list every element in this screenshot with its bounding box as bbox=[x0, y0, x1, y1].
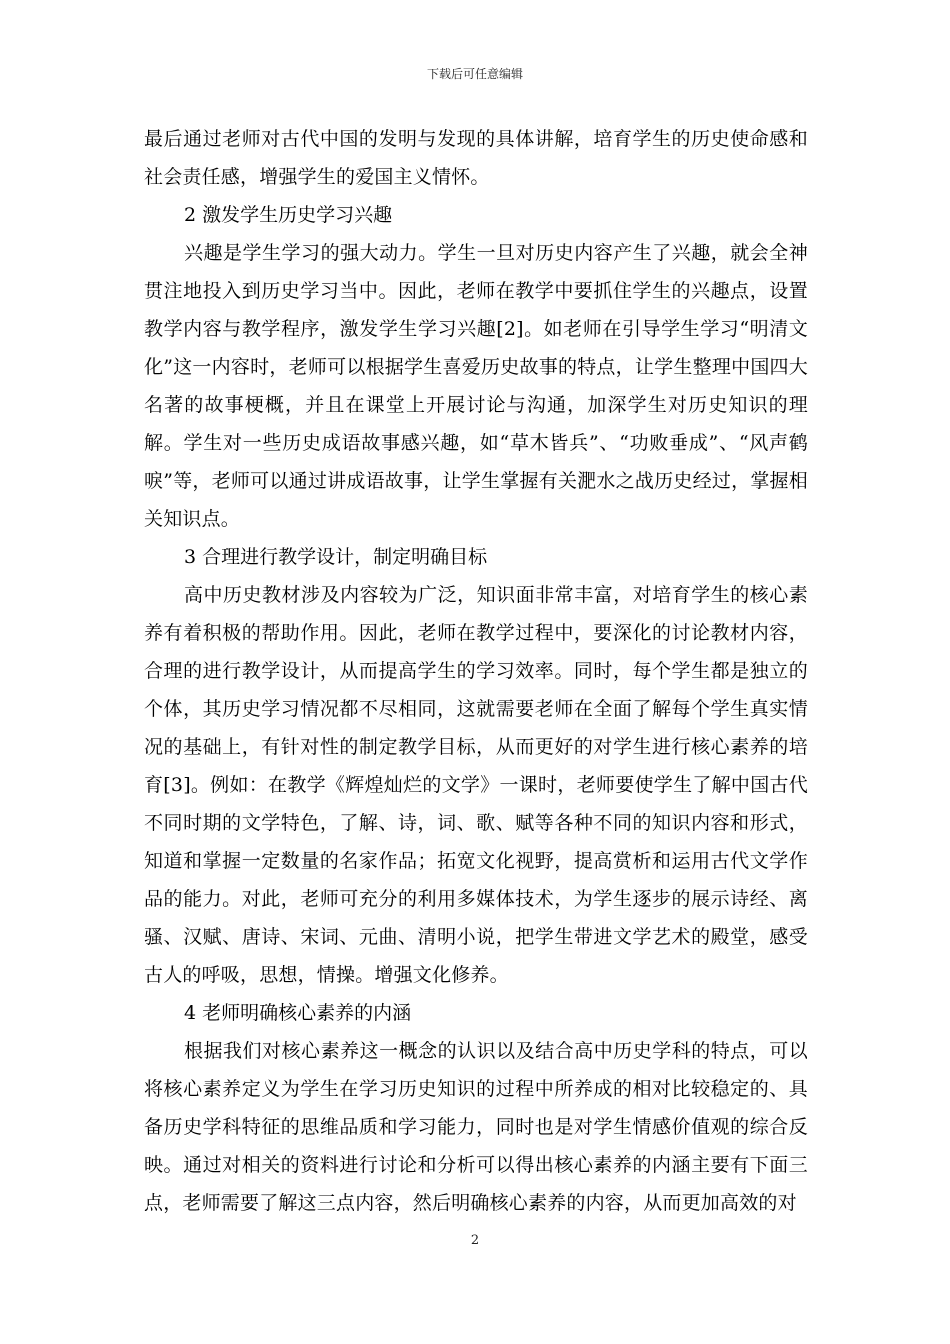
paragraph-interest: 兴趣是学生学习的强大动力。学生一旦对历史内容产生了兴趣，就会全神贯注地投入到历史学习当中。因此，老师在教学中要抓住学生的兴趣点，设置教学内容与教学程序，激发学生学习兴趣[2]。如老师在引导学生学习“明清文化”这一内容时，老师可以根据学生喜爱历史故事的特点，让学生整理中国四大名著的故事梗概，并且在课堂上开展讨论与沟通，加深学生对历史知识的理解。学生对一些历史成语故事感兴趣，如“草木皆兵”、“功败垂成”、“风声鹤唳”等，老师可以通过讲成语故事，让学生掌握有关淝水之战历史经过，掌握相关知识点。 bbox=[144, 242, 808, 530]
section-heading-3: 3 合理进行教学设计，制定明确目标 bbox=[184, 546, 488, 568]
page-header: 下载后可任意编辑 bbox=[426, 67, 523, 81]
section-heading-4: 4 老师明确核心素养的内涵 bbox=[184, 1002, 412, 1024]
section-heading-2: 2 激发学生历史学习兴趣 bbox=[184, 204, 393, 226]
page-number: 2 bbox=[470, 1233, 480, 1248]
document-body bbox=[144, 120, 808, 1222]
paragraph-continuation: 最后通过老师对古代中国的发明与发现的具体讲解，培育学生的历史使命感和社会责任感，增强学生的爱国主义情怀。 bbox=[144, 128, 808, 188]
paragraph-core-literacy: 根据我们对核心素养这一概念的认识以及结合高中历史学科的特点，可以将核心素养定义为学生在学习历史知识的过程中所养成的相对比较稳定的、具备历史学科特征的思维品质和学习能力，同时也是对学生情感价值观的综合反映。通过对相关的资料进行讨论和分析可以得出核心素养的内涵主要有下面三点，老师需要了解这三点内容，然后明确核心素养的内容，从而更加高效的对 bbox=[144, 1040, 808, 1214]
paragraph-teaching-design: 高中历史教材涉及内容较为广泛，知识面非常丰富，对培育学生的核心素养有着积极的帮助作用。因此，老师在教学过程中，要深化的讨论教材内容，合理的进行教学设计，从而提高学生的学习效率。同时，每个学生都是独立的个体，其历史学习情况都不尽相同，这就需要老师在全面了解每个学生真实情况的基础上，有针对性的制定教学目标，从而更好的对学生进行核心素养的培育[3]。例如：在教学《辉煌灿烂的文学》一课时，老师要使学生了解中国古代不同时期的文学特色，了解、诗，词、歌、赋等各种不同的知识内容和形式，知道和掌握一定数量的名家作品；拓宽文化视野，提高赏析和运用古代文学作品的能力。对此，老师可充分的利用多媒体技术，为学生逐步的展示诗经、离骚、汉赋、唐诗、宋词、元曲、清明小说，把学生带进文学艺术的殿堂，感受古人的呼吸，思想，情操。增强文化修养。 bbox=[144, 584, 808, 986]
